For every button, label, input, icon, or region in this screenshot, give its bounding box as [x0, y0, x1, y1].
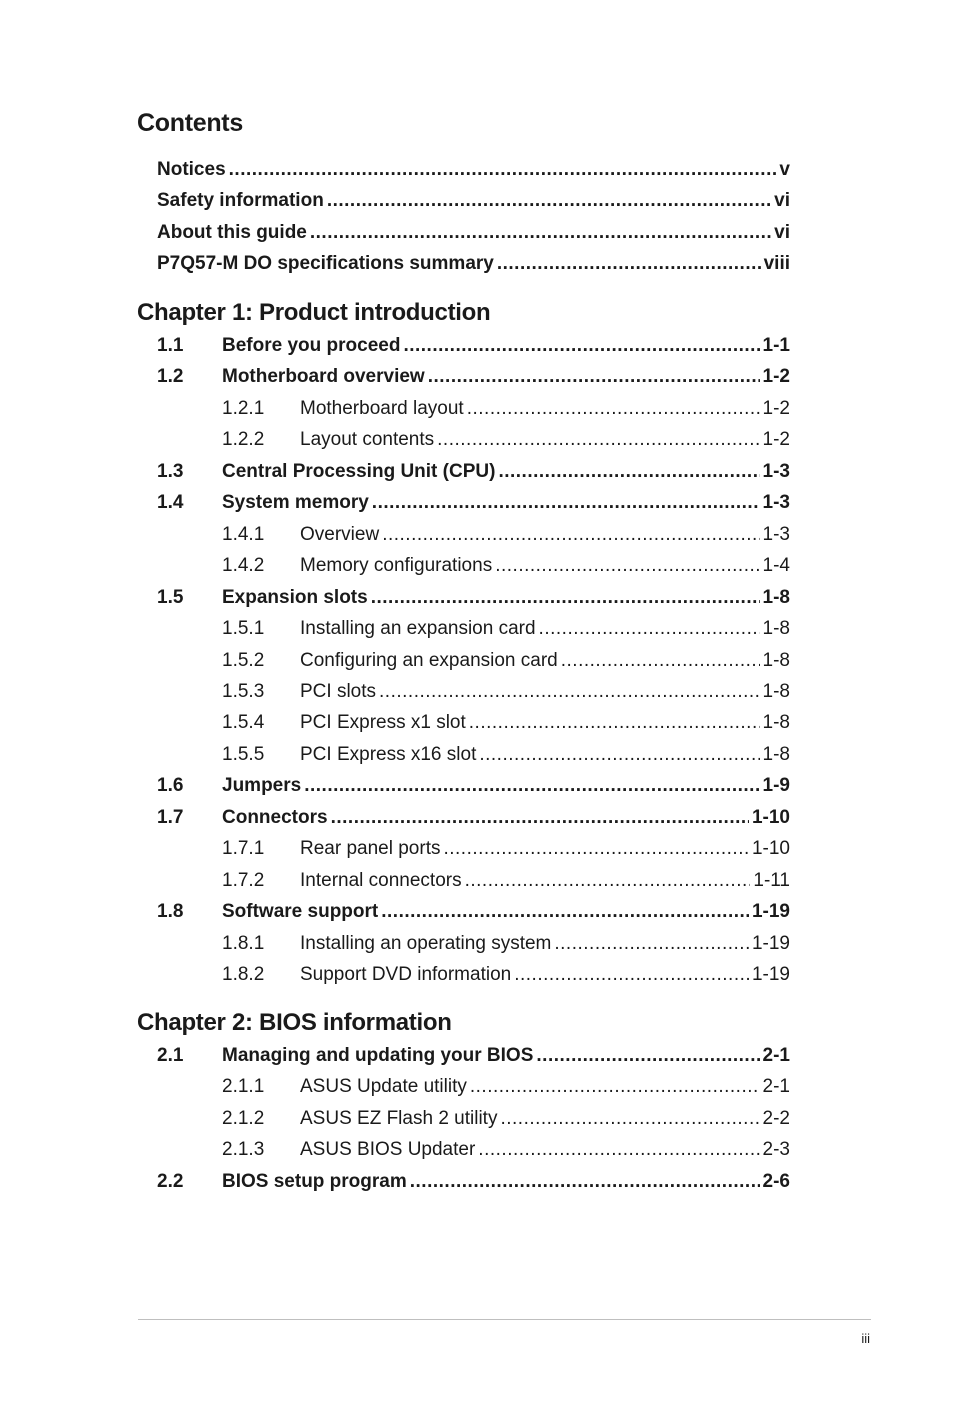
toc-entry-page: 1-8 — [762, 618, 790, 640]
toc-entry-title: Before you proceed — [222, 335, 401, 356]
toc-entry-title: Overview — [300, 523, 380, 545]
toc-entry-number: 1.8.1 — [222, 932, 265, 954]
toc-entry-number: 1.5 — [157, 586, 184, 608]
toc-entry[interactable] — [157, 492, 790, 516]
toc-entry[interactable] — [222, 429, 790, 453]
dot-leader — [498, 461, 759, 483]
toc-entry[interactable] — [157, 807, 790, 831]
toc-entry-title: Installing an operating system — [300, 932, 552, 954]
toc-entry-number: 1.7 — [157, 806, 184, 828]
toc-entry-page: 2-1 — [762, 1045, 790, 1066]
toc-entry-page: 1-19 — [751, 901, 790, 923]
toc-entry-page: vi — [774, 221, 790, 243]
toc-entry-number: 1.8.2 — [222, 964, 265, 985]
toc-entry[interactable] — [222, 524, 790, 548]
dot-leader — [372, 492, 760, 514]
toc-entry[interactable] — [222, 964, 790, 988]
toc-entry-number: 1.5.5 — [222, 743, 265, 765]
toc-entry-number: 1.8 — [157, 901, 184, 923]
dot-leader — [478, 1139, 759, 1161]
toc-entry-title: Safety information — [157, 190, 324, 212]
toc-entry[interactable] — [157, 775, 790, 799]
toc-entry-title: ASUS EZ Flash 2 utility — [300, 1107, 498, 1129]
toc-entry-page: 1-19 — [751, 964, 790, 985]
dot-leader — [310, 222, 771, 244]
toc-entry-title: Memory configurations — [300, 555, 493, 577]
toc-entry[interactable] — [157, 366, 790, 390]
dot-leader — [379, 681, 760, 703]
toc-entry-number: 1.2 — [157, 366, 184, 388]
toc-entry[interactable] — [157, 253, 790, 277]
dot-leader — [465, 870, 751, 892]
toc-entry[interactable] — [222, 1139, 790, 1163]
toc-entry-title: System memory — [222, 492, 369, 514]
toc-entry-page: 2-6 — [762, 1170, 790, 1192]
dot-leader — [331, 807, 749, 829]
toc-entry[interactable] — [222, 744, 790, 768]
chapter-heading[interactable]: Chapter 2: BIOS information — [137, 1009, 452, 1036]
toc-entry-title: About this guide — [157, 221, 307, 243]
toc-entry-title: Installing an expansion card — [300, 618, 536, 640]
toc-entry[interactable] — [157, 1171, 790, 1195]
dot-leader — [495, 555, 759, 577]
toc-entry-number: 2.1.3 — [222, 1139, 265, 1161]
toc-entry[interactable] — [157, 901, 790, 925]
toc-entry-title: ASUS Update utility — [300, 1076, 467, 1098]
dot-leader — [381, 901, 749, 923]
toc-entry-page: 1-9 — [762, 775, 790, 797]
dot-leader — [403, 335, 759, 357]
dot-leader — [479, 744, 759, 766]
toc-entry-title: PCI Express x1 slot — [300, 712, 466, 734]
toc-entry[interactable] — [222, 681, 790, 705]
toc-entry-page: 1-3 — [762, 523, 790, 545]
toc-entry-number: 1.4 — [157, 492, 184, 514]
toc-entry[interactable] — [157, 159, 790, 183]
toc-entry-page: viii — [763, 253, 790, 275]
toc-entry-page: 1-2 — [762, 429, 790, 451]
toc-entry-number: 1.5.2 — [222, 649, 265, 671]
dot-leader — [382, 524, 759, 546]
dot-leader — [327, 190, 771, 212]
toc-entry-title: PCI slots — [300, 680, 377, 702]
toc-entry[interactable] — [222, 650, 790, 674]
dot-leader — [437, 429, 759, 451]
toc-entry-title: Support DVD information — [300, 964, 512, 985]
toc-entry-title: Motherboard overview — [222, 366, 425, 388]
toc-entry[interactable] — [157, 335, 790, 359]
toc-entry-page: v — [779, 159, 790, 180]
toc-entry-page: 1-10 — [751, 838, 790, 860]
dot-leader — [469, 712, 760, 734]
dot-leader — [371, 587, 760, 609]
toc-entry-title: BIOS setup program — [222, 1170, 407, 1192]
toc-entry-title: Rear panel ports — [300, 838, 441, 860]
toc-entry-title: Jumpers — [222, 775, 302, 797]
toc-entry-page: vi — [774, 190, 790, 212]
toc-entry-title: Connectors — [222, 806, 328, 828]
toc-entry-page: 1-3 — [762, 460, 790, 482]
toc-entry-number: 1.6 — [157, 775, 184, 797]
toc-entry-number: 1.2.2 — [222, 429, 265, 451]
toc-entry-title: Central Processing Unit (CPU) — [222, 460, 496, 482]
toc-entry-title: Notices — [157, 159, 226, 180]
dot-leader — [410, 1171, 760, 1193]
toc-entry-number: 1.7.2 — [222, 869, 265, 891]
toc-entry-title: Managing and updating your BIOS — [222, 1045, 534, 1066]
toc-entry-title: PCI Express x16 slot — [300, 743, 477, 765]
toc-entry[interactable] — [222, 1076, 790, 1100]
dot-leader — [554, 933, 749, 955]
toc-entry[interactable] — [222, 870, 790, 894]
dot-leader — [470, 1076, 760, 1098]
dot-leader — [514, 964, 749, 986]
toc-entry-number: 1.1 — [157, 335, 184, 356]
chapter-heading[interactable]: Chapter 1: Product introduction — [137, 299, 491, 326]
dot-leader — [443, 838, 749, 860]
toc-entry[interactable] — [222, 398, 790, 422]
toc-entry-page: 1-3 — [762, 492, 790, 514]
toc-entry-number: 2.2 — [157, 1170, 184, 1192]
toc-entry[interactable] — [157, 1045, 790, 1069]
toc-entry[interactable] — [157, 461, 790, 485]
toc-entry-title: ASUS BIOS Updater — [300, 1139, 476, 1161]
toc-entry-number: 2.1.1 — [222, 1076, 265, 1098]
toc-entry-page: 2-3 — [762, 1139, 790, 1161]
toc-entry-number: 1.5.3 — [222, 680, 265, 702]
dot-leader — [561, 650, 760, 672]
toc-entry-page: 1-19 — [751, 932, 790, 954]
toc-entry-title: Configuring an expansion card — [300, 649, 558, 671]
toc-entry[interactable] — [222, 1108, 790, 1132]
toc-entry[interactable] — [222, 555, 790, 579]
toc-entry-number: 1.5.4 — [222, 712, 265, 734]
toc-entry-page: 2-1 — [762, 1076, 790, 1098]
toc-entry-title: Software support — [222, 901, 379, 923]
toc-entry-title: Expansion slots — [222, 586, 368, 608]
page-title: Contents — [137, 109, 243, 137]
toc-entry-title: Motherboard layout — [300, 397, 464, 419]
toc-entry[interactable] — [222, 933, 790, 957]
toc-entry[interactable] — [222, 618, 790, 642]
footer-page-number: iii — [861, 1331, 870, 1346]
dot-leader — [500, 1108, 759, 1130]
toc-entry-title: Internal connectors — [300, 869, 462, 891]
toc-entry-page: 2-2 — [762, 1107, 790, 1129]
toc-entry-page: 1-8 — [762, 649, 790, 671]
toc-entry-title: P7Q57-M DO specifications summary — [157, 253, 494, 275]
dot-leader — [428, 366, 760, 388]
toc-entry[interactable] — [222, 838, 790, 862]
toc-entry-number: 1.4.1 — [222, 523, 265, 545]
toc-entry[interactable] — [157, 190, 790, 214]
dot-leader — [536, 1045, 759, 1067]
toc-entry-number: 2.1.2 — [222, 1107, 265, 1129]
toc-entry-page: 1-1 — [762, 335, 790, 356]
toc-entry-number: 1.4.2 — [222, 555, 265, 577]
toc-entry[interactable] — [222, 712, 790, 736]
dot-leader — [467, 398, 760, 420]
toc-entry-number: 1.7.1 — [222, 838, 265, 860]
toc-entry-page: 1-8 — [762, 712, 790, 734]
toc-entry-number: 2.1 — [157, 1045, 184, 1066]
toc-entry-number: 1.5.1 — [222, 618, 265, 640]
toc-entry-number: 1.3 — [157, 460, 184, 482]
toc-entry-page: 1-8 — [762, 680, 790, 702]
toc-entry-page: 1-2 — [762, 366, 790, 388]
toc-entry-title: Layout contents — [300, 429, 435, 451]
toc-entry-page: 1-2 — [762, 397, 790, 419]
toc-entry-page: 1-11 — [753, 869, 790, 891]
toc-entry-page: 1-4 — [762, 555, 790, 577]
toc-entry[interactable] — [157, 222, 790, 246]
dot-leader — [497, 253, 761, 275]
toc-entry-page: 1-10 — [751, 806, 790, 828]
toc-entry[interactable] — [157, 587, 790, 611]
toc-entry-page: 1-8 — [762, 743, 790, 765]
toc-entry-number: 1.2.1 — [222, 397, 265, 419]
toc-entry-page: 1-8 — [762, 586, 790, 608]
footer-divider — [138, 1319, 871, 1320]
dot-leader — [304, 775, 759, 797]
dot-leader — [229, 159, 777, 181]
dot-leader — [539, 618, 760, 640]
